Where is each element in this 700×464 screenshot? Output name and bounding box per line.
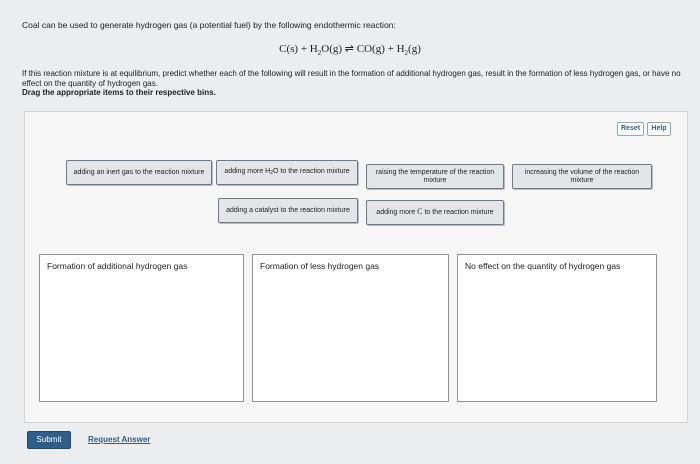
bin-label: Formation of less hydrogen gas: [260, 261, 380, 271]
bin-additional-hydrogen[interactable]: [39, 254, 244, 402]
help-button[interactable]: Help: [647, 122, 671, 136]
bin-label: No effect on the quantity of hydrogen gas: [465, 261, 621, 271]
bin-label: Formation of additional hydrogen gas: [47, 261, 188, 271]
submit-button[interactable]: Submit: [27, 431, 71, 449]
reaction-equation: [0, 42, 700, 57]
plus-sign: +: [300, 43, 308, 55]
plus-sign: +: [387, 43, 394, 55]
product-co: CO(g): [356, 43, 385, 55]
bin-no-effect[interactable]: [457, 254, 657, 402]
item-increase-volume[interactable]: increasing the volume of the reaction mixture: [512, 164, 652, 189]
product-hydrogen: $H_2(g)$: [396, 43, 421, 58]
item-more-carbon[interactable]: adding more C to the reaction mixture: [366, 200, 504, 225]
request-answer-link[interactable]: Request Answer: [88, 435, 151, 444]
item-raise-temperature[interactable]: raising the temperature of the reaction mixture: [366, 164, 504, 189]
item-inert-gas[interactable]: adding an inert gas to the reaction mixture: [66, 160, 212, 185]
item-catalyst[interactable]: adding a catalyst to the reaction mixture: [218, 198, 358, 223]
question-intro: Coal can be used to generate hydrogen gas (a potential fuel) by the following endothermic reaction:: [22, 20, 396, 30]
drag-instructions: Drag the appropriate items to their respective bins.: [22, 88, 216, 97]
bin-less-hydrogen[interactable]: [252, 254, 449, 402]
reactant-water: $H_2O(g)$: [309, 43, 343, 58]
reactant-carbon: C(s): [279, 43, 299, 55]
reset-button[interactable]: Reset: [617, 122, 644, 136]
item-more-water[interactable]: adding more $H_2O$ to the reaction mixture: [216, 160, 358, 185]
equilibrium-arrow-icon: ⇌: [344, 43, 354, 55]
question-instructions: If this reaction mixture is at equilibrium, predict whether each of the following will result in the formation of additional hydrogen gas, result in the formation of less hydrogen gas, or have no effect on the quantity of hydrogen gas.: [22, 69, 681, 88]
